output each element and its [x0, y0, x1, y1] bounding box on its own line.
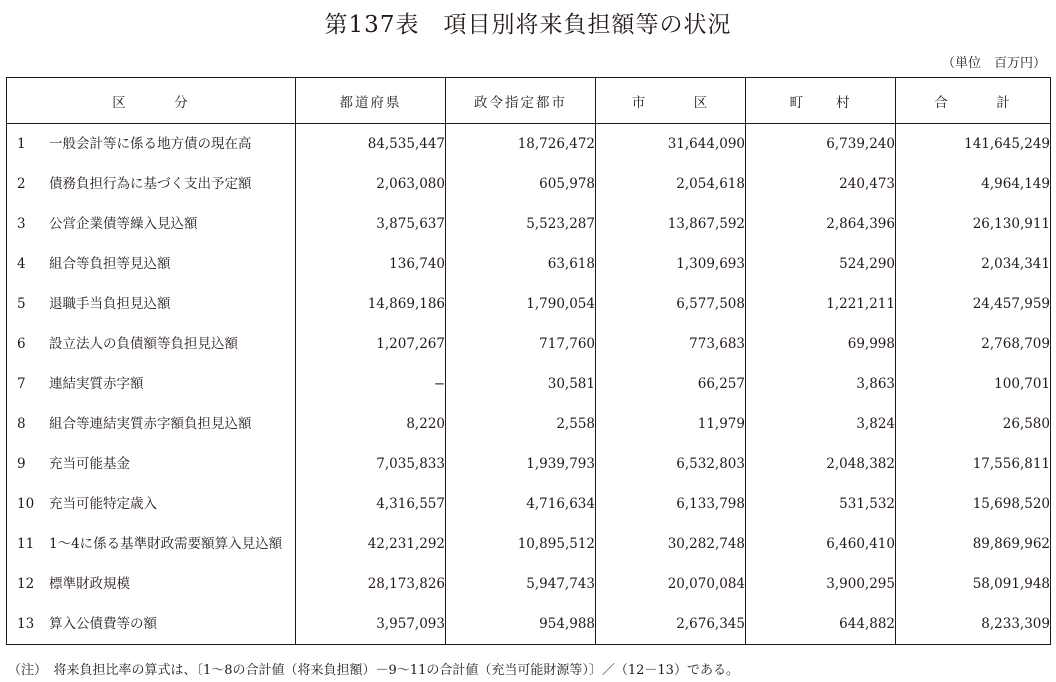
- cell-prefectures: 3,957,093: [296, 604, 446, 645]
- row-number: 13: [17, 615, 35, 632]
- cell-total: 2,768,709: [896, 324, 1051, 364]
- cell-total: 24,457,959: [896, 284, 1051, 324]
- cell-designated-cities: 605,978: [446, 164, 596, 204]
- row-number: 9: [17, 455, 26, 472]
- row-label-cell: [7, 244, 296, 284]
- row-label-cell: [7, 604, 296, 645]
- cell-cities-wards: 2,054,618: [596, 164, 746, 204]
- row-label-cell: [7, 284, 296, 324]
- table-row: [7, 564, 1051, 604]
- table-row: [7, 244, 1051, 284]
- cell-designated-cities: 1,790,054: [446, 284, 596, 324]
- cell-designated-cities: 5,947,743: [446, 564, 596, 604]
- cell-cities-wards: 6,133,798: [596, 484, 746, 524]
- cell-prefectures: 2,063,080: [296, 164, 446, 204]
- row-label: 1～4に係る基準財政需要額算入見込額: [49, 535, 283, 552]
- row-number: 8: [17, 415, 26, 432]
- row-label-cell: [7, 364, 296, 404]
- cell-total: 141,645,249: [896, 124, 1051, 165]
- cell-towns-villages: 2,864,396: [746, 204, 896, 244]
- row-label: 組合等負担等見込額: [49, 255, 171, 272]
- row-label-cell: [7, 404, 296, 444]
- cell-cities-wards: 11,979: [596, 404, 746, 444]
- cell-total: 15,698,520: [896, 484, 1051, 524]
- cell-prefectures: 136,740: [296, 244, 446, 284]
- table-row: [7, 444, 1051, 484]
- table-row: [7, 204, 1051, 244]
- cell-cities-wards: 6,577,508: [596, 284, 746, 324]
- cell-prefectures: 4,316,557: [296, 484, 446, 524]
- cell-towns-villages: 240,473: [746, 164, 896, 204]
- row-label: 債務負担行為に基づく支出予定額: [49, 175, 252, 192]
- table-row: [7, 484, 1051, 524]
- table-row: [7, 404, 1051, 444]
- cell-cities-wards: 30,282,748: [596, 524, 746, 564]
- cell-total: 89,869,962: [896, 524, 1051, 564]
- cell-total: 2,034,341: [896, 244, 1051, 284]
- cell-cities-wards: 13,867,592: [596, 204, 746, 244]
- cell-designated-cities: 2,558: [446, 404, 596, 444]
- row-label: 充当可能基金: [49, 455, 130, 472]
- row-number: 4: [17, 255, 26, 272]
- cell-towns-villages: 1,221,211: [746, 284, 896, 324]
- header-designated-cities: 政令指定都市: [446, 78, 596, 124]
- row-label: 組合等連結実質赤字額負担見込額: [49, 415, 252, 432]
- footnote: （注） 将来負担比率の算式は、〔1～8の合計値（将来負担額）－9～11の合計値（充当可能財源等）〕／（12－13）である。: [8, 663, 739, 678]
- row-label-cell: [7, 564, 296, 604]
- row-label-cell: [7, 524, 296, 564]
- cell-cities-wards: 773,683: [596, 324, 746, 364]
- row-number: 1: [17, 135, 26, 152]
- table-row: [7, 324, 1051, 364]
- cell-cities-wards: 2,676,345: [596, 604, 746, 645]
- table-row: [7, 284, 1051, 324]
- cell-designated-cities: 954,988: [446, 604, 596, 645]
- cell-cities-wards: 31,644,090: [596, 124, 746, 165]
- cell-towns-villages: 3,900,295: [746, 564, 896, 604]
- row-label-cell: [7, 204, 296, 244]
- row-number: 3: [17, 215, 26, 232]
- cell-prefectures: 42,231,292: [296, 524, 446, 564]
- cell-towns-villages: 6,739,240: [746, 124, 896, 165]
- row-label-cell: [7, 324, 296, 364]
- cell-towns-villages: 3,824: [746, 404, 896, 444]
- cell-total: 58,091,948: [896, 564, 1051, 604]
- table-row: [7, 124, 1051, 165]
- cell-designated-cities: 30,581: [446, 364, 596, 404]
- row-label: 標準財政規模: [49, 575, 130, 592]
- cell-prefectures: 28,173,826: [296, 564, 446, 604]
- row-label: 充当可能特定歳入: [49, 495, 157, 512]
- cell-total: 100,701: [896, 364, 1051, 404]
- header-category: 区 分: [7, 78, 296, 124]
- cell-designated-cities: 63,618: [446, 244, 596, 284]
- cell-designated-cities: 10,895,512: [446, 524, 596, 564]
- row-number: 5: [17, 295, 26, 312]
- cell-total: 26,580: [896, 404, 1051, 444]
- cell-cities-wards: 66,257: [596, 364, 746, 404]
- cell-prefectures: −: [296, 364, 446, 404]
- header-row: [7, 78, 1051, 124]
- cell-total: 8,233,309: [896, 604, 1051, 645]
- cell-prefectures: 3,875,637: [296, 204, 446, 244]
- cell-towns-villages: 6,460,410: [746, 524, 896, 564]
- table-row: [7, 164, 1051, 204]
- row-label: 算入公債費等の額: [49, 615, 157, 632]
- cell-prefectures: 1,207,267: [296, 324, 446, 364]
- cell-prefectures: 8,220: [296, 404, 446, 444]
- row-label-cell: [7, 444, 296, 484]
- row-label-cell: [7, 164, 296, 204]
- row-number: 11: [17, 535, 35, 552]
- cell-designated-cities: 4,716,634: [446, 484, 596, 524]
- header-total: 合 計: [896, 78, 1051, 124]
- cell-total: 26,130,911: [896, 204, 1051, 244]
- row-number: 10: [17, 495, 35, 512]
- unit-label: （単位 百万円）: [941, 56, 1046, 71]
- row-label-cell: [7, 484, 296, 524]
- header-towns-villages: 町 村: [746, 78, 896, 124]
- cell-towns-villages: 644,882: [746, 604, 896, 645]
- cell-towns-villages: 524,290: [746, 244, 896, 284]
- cell-designated-cities: 717,760: [446, 324, 596, 364]
- table-title: 第137表 項目別将来負担額等の状況: [324, 12, 732, 38]
- data-table: [6, 77, 1051, 645]
- cell-designated-cities: 1,939,793: [446, 444, 596, 484]
- row-label: 公営企業債等繰入見込額: [49, 215, 198, 232]
- cell-cities-wards: 20,070,084: [596, 564, 746, 604]
- table-row: [7, 604, 1051, 645]
- row-label: 設立法人の負債額等負担見込額: [49, 335, 238, 352]
- cell-total: 4,964,149: [896, 164, 1051, 204]
- row-label: 一般会計等に係る地方債の現在高: [49, 135, 252, 152]
- cell-total: 17,556,811: [896, 444, 1051, 484]
- table-row: [7, 524, 1051, 564]
- cell-prefectures: 14,869,186: [296, 284, 446, 324]
- header-prefectures: 都道府県: [296, 78, 446, 124]
- row-number: 12: [17, 575, 35, 592]
- cell-towns-villages: 2,048,382: [746, 444, 896, 484]
- header-cities-wards: 市 区: [596, 78, 746, 124]
- row-label-cell: [7, 124, 296, 165]
- row-label: 連結実質赤字額: [49, 375, 144, 392]
- row-number: 7: [17, 375, 26, 392]
- row-number: 2: [17, 175, 26, 192]
- cell-towns-villages: 3,863: [746, 364, 896, 404]
- cell-cities-wards: 6,532,803: [596, 444, 746, 484]
- cell-towns-villages: 531,532: [746, 484, 896, 524]
- row-number: 6: [17, 335, 26, 352]
- cell-designated-cities: 18,726,472: [446, 124, 596, 165]
- cell-prefectures: 7,035,833: [296, 444, 446, 484]
- cell-towns-villages: 69,998: [746, 324, 896, 364]
- cell-prefectures: 84,535,447: [296, 124, 446, 165]
- cell-cities-wards: 1,309,693: [596, 244, 746, 284]
- table-body: [7, 124, 1051, 645]
- row-label: 退職手当負担見込額: [49, 295, 171, 312]
- cell-designated-cities: 5,523,287: [446, 204, 596, 244]
- table-row: [7, 364, 1051, 404]
